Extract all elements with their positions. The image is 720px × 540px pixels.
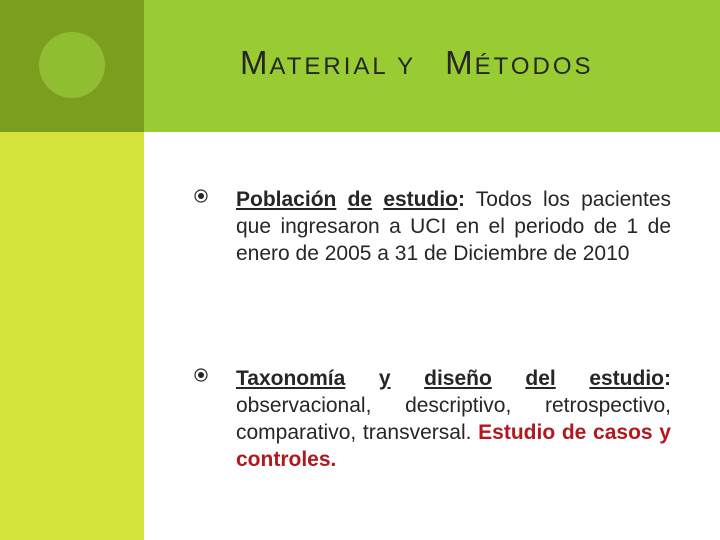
bullet-circle-icon bbox=[194, 368, 208, 382]
term-word: estudio bbox=[589, 367, 664, 390]
title-word-y: Y bbox=[397, 53, 417, 80]
term-word: de bbox=[347, 188, 373, 211]
sidebar-bottom-block bbox=[0, 132, 144, 540]
bullet-text: Todos los pacientes que ingresaron a UCI en el periodo de 1 de enero de 2005 a 31 de Diciembre de 2010 bbox=[236, 188, 672, 265]
bullet-text: observacional, descriptivo, retrospectivo, comparativo, transversal. bbox=[236, 394, 671, 444]
term-word: Población bbox=[236, 188, 337, 211]
title-initial-m2: M bbox=[445, 44, 475, 81]
title-word-material: ATERIAL bbox=[269, 53, 388, 80]
term-word: del bbox=[525, 367, 556, 390]
title-word-metodos: ÉTODOS bbox=[474, 53, 594, 80]
term-colon: : bbox=[664, 367, 671, 390]
term-word: estudio bbox=[383, 188, 458, 211]
circle-decoration-icon bbox=[39, 32, 105, 98]
slide-title bbox=[240, 44, 594, 82]
term-word: Taxonomía bbox=[236, 367, 346, 390]
bullet-item-poblacion bbox=[236, 186, 671, 267]
term-colon: : bbox=[457, 188, 465, 211]
term-word: y bbox=[378, 367, 391, 390]
title-initial-m: M bbox=[240, 44, 270, 81]
highlight-text: Estudio de casos y controles. bbox=[236, 421, 671, 471]
bullet-item-taxonomia bbox=[236, 365, 671, 473]
bullet-circle-icon bbox=[194, 189, 208, 203]
term-word: diseño bbox=[424, 367, 492, 390]
